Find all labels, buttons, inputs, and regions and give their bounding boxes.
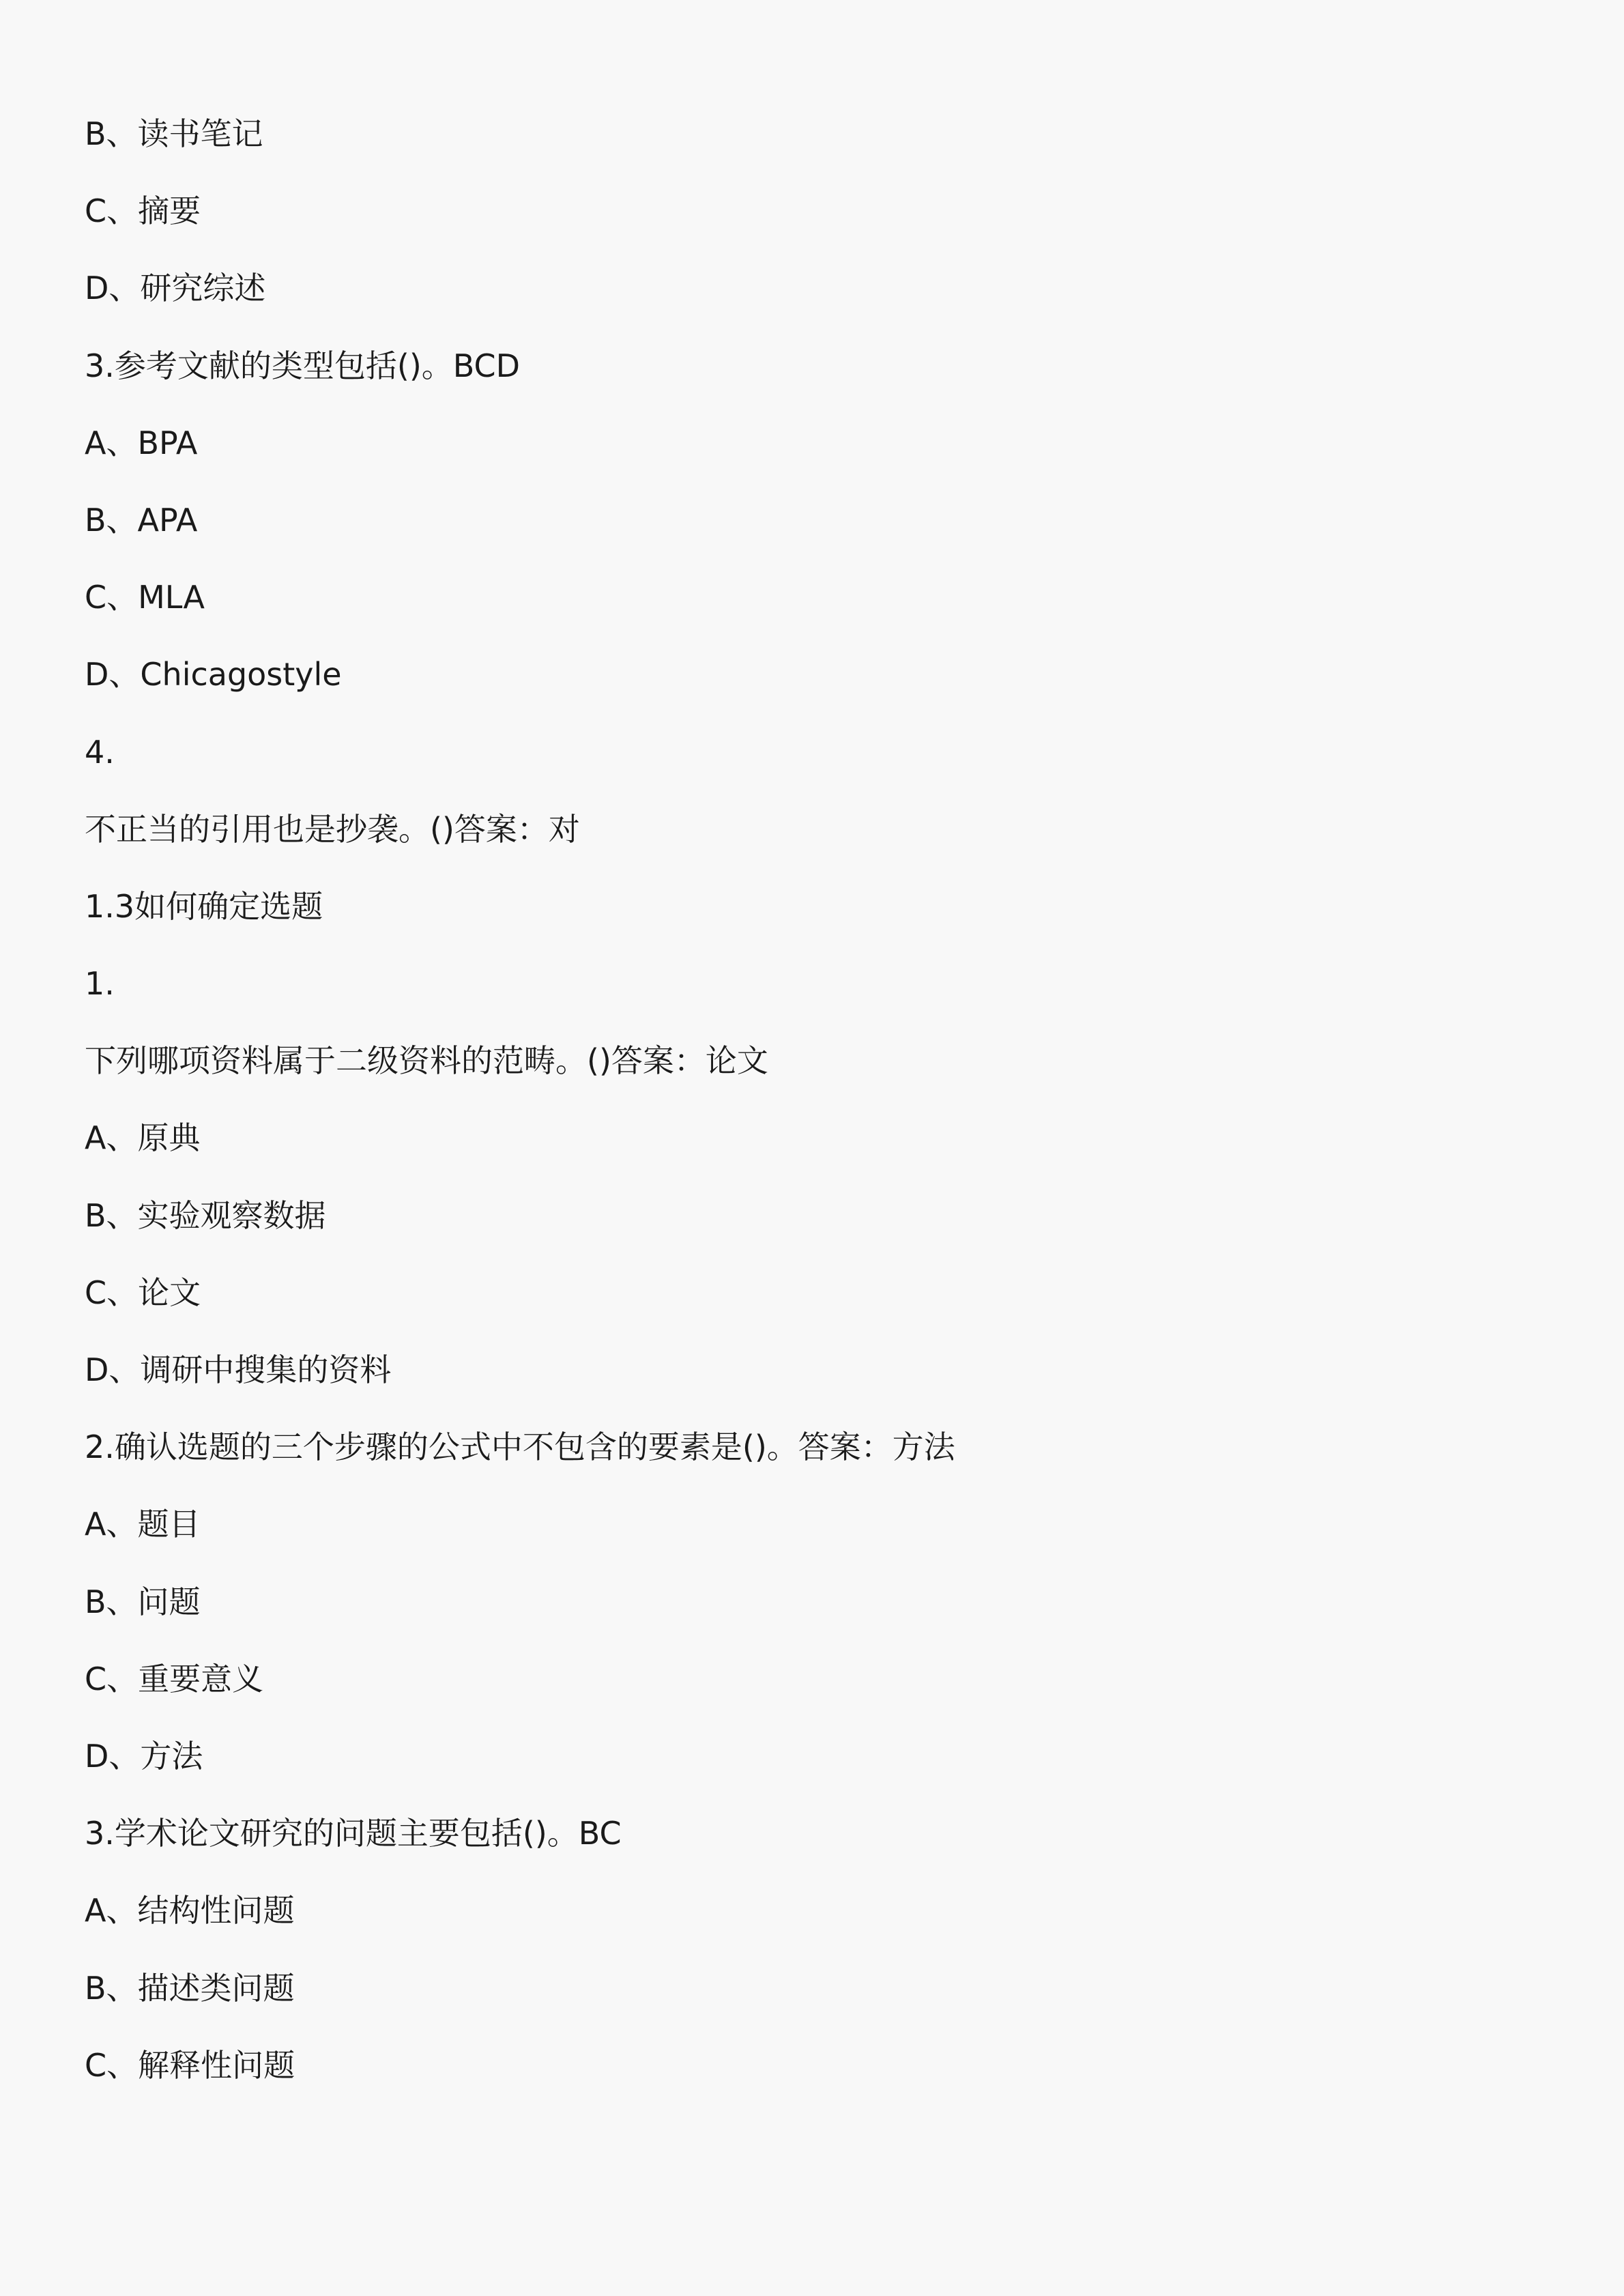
option-line: C、MLA <box>85 579 205 616</box>
question-line: 下列哪项资料属于二级资料的范畴。()答案：论文 <box>85 1042 768 1080</box>
option-line: D、方法 <box>85 1737 203 1775</box>
option-line: A、原典 <box>85 1119 201 1157</box>
option-line: C、论文 <box>85 1274 201 1311</box>
option-line: B、描述类问题 <box>85 1969 295 2007</box>
document-body <box>85 102 1531 2111</box>
option-line: B、APA <box>85 501 198 539</box>
question-line: 不正当的引用也是抄袭。()答案：对 <box>85 810 580 848</box>
question-line: 3.学术论文研究的问题主要包括()。BC <box>85 1815 622 1852</box>
option-line: D、研究综述 <box>85 270 266 307</box>
section-heading: 1.3如何确定选题 <box>85 887 323 925</box>
option-line: D、调研中搜集的资料 <box>85 1351 392 1388</box>
option-line: B、读书笔记 <box>85 115 263 152</box>
option-line: C、重要意义 <box>85 1660 264 1697</box>
option-line: A、结构性问题 <box>85 1892 295 1929</box>
option-line: A、题目 <box>85 1506 201 1543</box>
option-line: A、BPA <box>85 424 198 461</box>
question-number: 1. <box>85 965 115 1003</box>
option-line: D、Chicagostyle <box>85 656 342 693</box>
option-line: B、实验观察数据 <box>85 1196 326 1234</box>
question-line: 2.确认选题的三个步骤的公式中不包含的要素是()。答案：方法 <box>85 1429 955 1466</box>
question-number: 4. <box>85 733 115 771</box>
option-line: B、问题 <box>85 1583 201 1620</box>
question-line: 3.参考文献的类型包括()。BCD <box>85 347 521 384</box>
option-line: C、解释性问题 <box>85 2046 295 2084</box>
option-line: C、摘要 <box>85 192 201 230</box>
